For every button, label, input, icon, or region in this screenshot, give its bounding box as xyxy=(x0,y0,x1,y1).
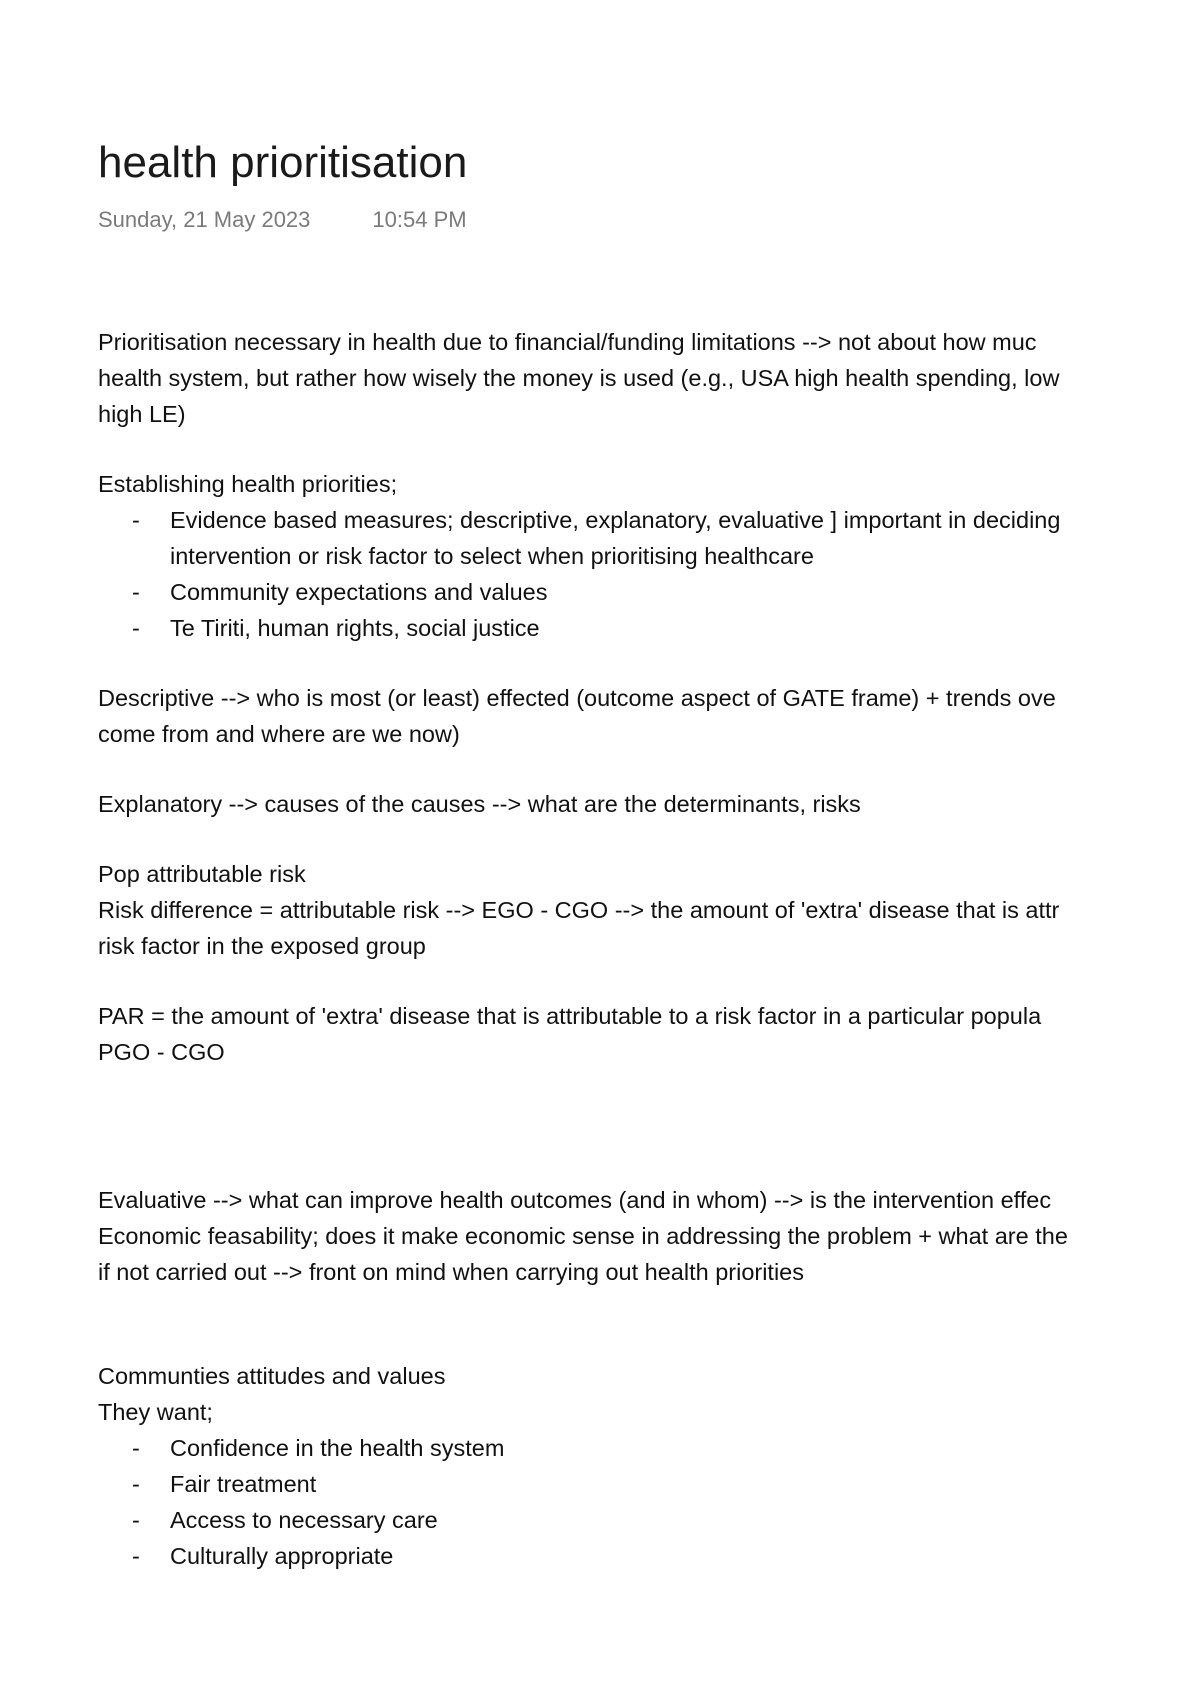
note-timestamp xyxy=(98,205,467,235)
establishing-list xyxy=(98,502,1200,646)
paragraph-line: health system, but rather how wisely the money is used (e.g., USA high health spending, low xyxy=(98,365,1060,391)
list-item-text: Te Tiriti, human rights, social justice xyxy=(170,615,540,641)
paragraph-line: Pop attributable risk xyxy=(98,861,306,887)
list-item xyxy=(98,1502,1200,1538)
note-time: 10:54 PM xyxy=(372,207,467,232)
page-title: health prioritisation xyxy=(98,138,468,187)
paragraph-line: Risk difference = attributable risk --> EGO - CGO --> the amount of 'extra' disease that is attr xyxy=(98,897,1060,923)
pop-attributable-risk-paragraph xyxy=(98,856,1200,964)
list-item-text: Access to necessary care xyxy=(170,1507,438,1533)
explanatory-paragraph: Explanatory --> causes of the causes --> what are the determinants, risks xyxy=(98,791,861,817)
bullet-dash: - xyxy=(132,579,140,605)
paragraph-line: come from and where are we now) xyxy=(98,721,460,747)
note-body xyxy=(98,324,1200,1574)
establishing-heading: Establishing health priorities; xyxy=(98,471,398,497)
paragraph-line: Economic feasability; does it make economic sense in addressing the problem + what are the xyxy=(98,1223,1068,1249)
list-item xyxy=(98,574,1200,610)
note-date: Sunday, 21 May 2023 xyxy=(98,207,311,232)
intro-paragraph xyxy=(98,324,1200,432)
paragraph-line: high LE) xyxy=(98,401,186,427)
bullet-dash: - xyxy=(132,1507,140,1533)
bullet-dash: - xyxy=(132,1543,140,1569)
list-item-text: Confidence in the health system xyxy=(170,1435,505,1461)
list-item xyxy=(98,1466,1200,1502)
list-item-text: intervention or risk factor to select when prioritising healthcare xyxy=(170,543,814,569)
par-paragraph xyxy=(98,998,1200,1070)
bullet-dash: - xyxy=(132,615,140,641)
evaluative-paragraph xyxy=(98,1182,1200,1290)
list-item xyxy=(98,610,1200,646)
paragraph-line: Evaluative --> what can improve health outcomes (and in whom) --> is the intervention effec xyxy=(98,1187,1052,1213)
descriptive-paragraph xyxy=(98,680,1200,752)
list-item-text: Culturally appropriate xyxy=(170,1543,394,1569)
list-item-text: Evidence based measures; descriptive, explanatory, evaluative ] important in deciding xyxy=(170,507,1061,533)
paragraph-line: Descriptive --> who is most (or least) effected (outcome aspect of GATE frame) + trends ove xyxy=(98,685,1056,711)
paragraph-line: PAR = the amount of 'extra' disease that is attributable to a risk factor in a particular popula xyxy=(98,1003,1042,1029)
paragraph-line: PGO - CGO xyxy=(98,1039,225,1065)
paragraph-line: Prioritisation necessary in health due to financial/funding limitations --> not about how muc xyxy=(98,329,1037,355)
list-item-text: Fair treatment xyxy=(170,1471,317,1497)
list-item xyxy=(98,1538,1200,1574)
communities-heading: Communties attitudes and values xyxy=(98,1363,446,1389)
list-item-text: Community expectations and values xyxy=(170,579,548,605)
paragraph-line: if not carried out --> front on mind when carrying out health priorities xyxy=(98,1259,804,1285)
they-want-label: They want; xyxy=(98,1399,213,1425)
bullet-dash: - xyxy=(132,1435,140,1461)
bullet-dash: - xyxy=(132,1471,140,1497)
bullet-dash: - xyxy=(132,507,140,533)
list-item xyxy=(98,502,1200,574)
community-list xyxy=(98,1430,1200,1574)
list-item xyxy=(98,1430,1200,1466)
paragraph-line: risk factor in the exposed group xyxy=(98,933,426,959)
